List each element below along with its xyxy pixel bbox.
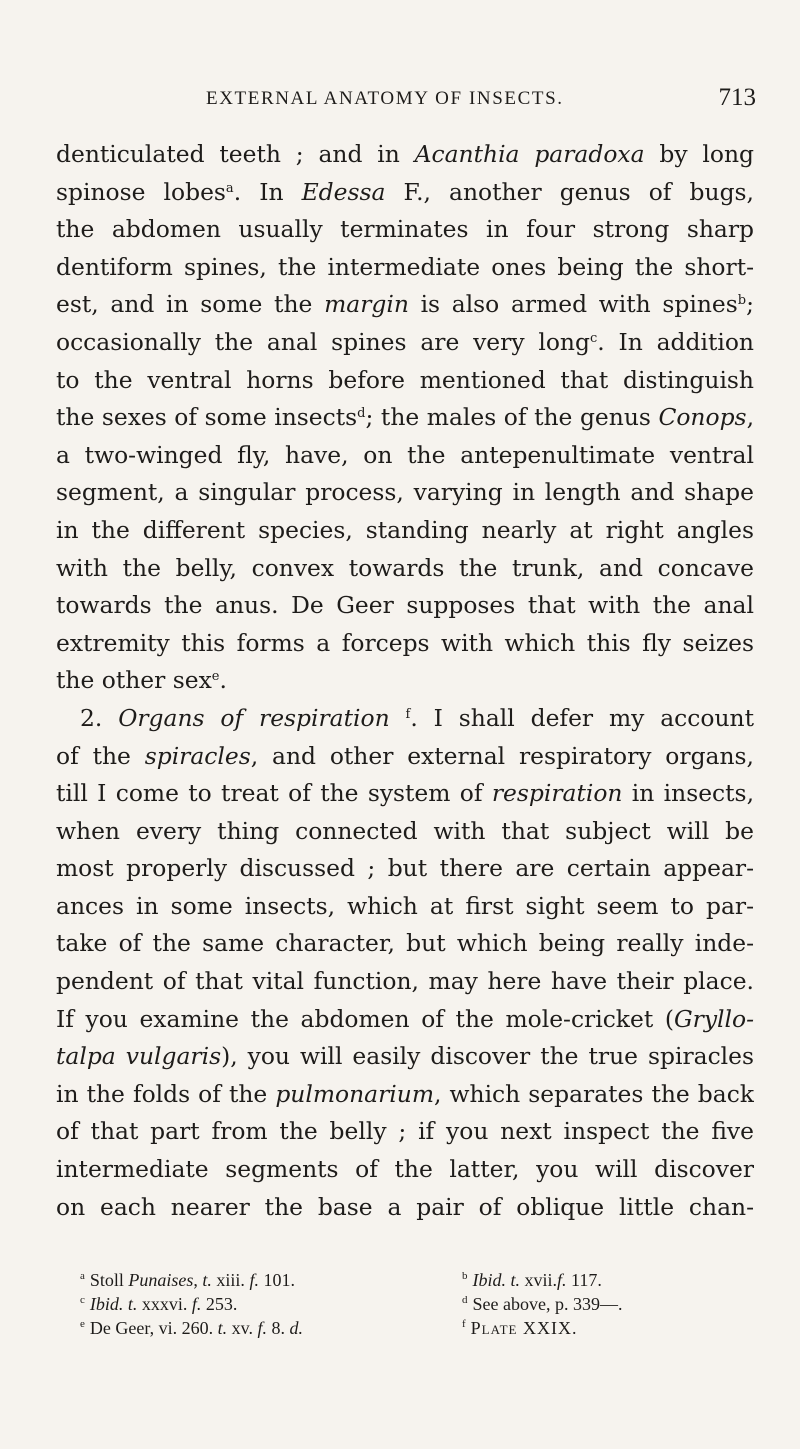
footnote-reference: c: [589, 330, 598, 346]
footnote: [462, 1316, 577, 1340]
footnote-marker: f: [462, 1318, 466, 1330]
text-run: 253.: [201, 1294, 238, 1314]
text-run: is also armed with spines: [408, 290, 738, 319]
footnote-reference: f: [405, 706, 411, 722]
footnote-reference: b: [737, 293, 747, 309]
footnote-reference: a: [225, 180, 234, 196]
text-run: See above, p. 339—.: [472, 1294, 623, 1314]
running-title: EXTERNAL ANATOMY OF INSECTS.: [206, 88, 564, 109]
text-run: on each nearer the base a pair of oblique little chan-: [56, 1192, 754, 1221]
text-run: by long: [644, 140, 754, 168]
italic-text: Ibid. t.: [89, 1294, 138, 1314]
text-run: ,: [193, 1270, 203, 1290]
body-text: [56, 136, 754, 1226]
text-run: Plate XXIX.: [470, 1318, 578, 1338]
italic-text: spiracles: [144, 741, 251, 770]
italic-text: margin: [324, 290, 409, 319]
text-run: ances in some insects, which at first sight seem to par-: [56, 891, 754, 920]
italic-text: Organs of respiration: [118, 703, 390, 732]
text-run: Stoll: [89, 1270, 129, 1290]
italic-text: f.: [557, 1270, 567, 1290]
text-run: the abdomen usually terminates in four strong sharp: [56, 215, 754, 244]
text-line: [56, 1113, 754, 1151]
text-run: in the folds of the: [56, 1079, 276, 1108]
italic-text: pulmonarium: [275, 1079, 435, 1108]
text-line: [56, 625, 754, 663]
text-run: segment, a singular process, varying in length and shape: [56, 478, 754, 507]
text-run: . I shall defer my account: [410, 703, 754, 732]
text-run: xv.: [227, 1318, 258, 1338]
italic-text: t.: [202, 1270, 212, 1290]
text-run: est, and in some the: [56, 290, 325, 319]
text-run: De Geer, vi. 260.: [89, 1318, 218, 1338]
text-run: denticulated teeth ; and in: [56, 140, 415, 168]
italic-text: Ibid. t.: [472, 1270, 520, 1290]
text-run: of the: [56, 741, 145, 770]
text-run: . In: [233, 177, 302, 206]
text-line: [56, 174, 754, 212]
text-line: [56, 700, 754, 738]
text-run: xvii.: [520, 1270, 558, 1290]
text-run: take of the same character, but which being really inde-: [56, 929, 754, 958]
text-line: [56, 437, 754, 475]
footnote: [462, 1268, 602, 1292]
text-run: 101.: [258, 1270, 295, 1290]
text-run: a two-winged fly, have, on the antepenultimate ventral: [56, 440, 754, 469]
text-run: when every thing connected with that subject will be: [56, 816, 754, 845]
text-line: [56, 963, 754, 1001]
footnote: [80, 1268, 295, 1292]
text-line: [56, 399, 754, 437]
italic-text: f.: [191, 1294, 202, 1314]
text-run: 8.: [267, 1318, 290, 1338]
text-line: [56, 1038, 754, 1076]
text-line: [56, 286, 754, 324]
text-line: [56, 1001, 754, 1039]
text-run: 117.: [566, 1270, 602, 1290]
text-run: ;: [746, 290, 754, 319]
text-run: xiii.: [211, 1270, 250, 1290]
running-header: [56, 84, 756, 118]
footnote-reference: d: [357, 406, 366, 422]
italic-text: respiration: [491, 779, 623, 808]
text-run: till I come to treat of the system of: [56, 779, 492, 808]
text-run: , and other external respiratory organs,: [250, 741, 754, 770]
italic-text: Gryllo-: [673, 1004, 754, 1033]
text-line: [56, 1189, 754, 1227]
text-line: [56, 587, 754, 625]
text-run: ,: [746, 403, 754, 432]
text-line: [56, 888, 754, 926]
footnotes: [80, 1268, 760, 1340]
italic-text: Conops: [658, 403, 747, 432]
text-run: most properly discussed ; but there are certain appear-: [56, 854, 754, 883]
footnote-marker: d: [462, 1294, 468, 1306]
text-run: extremity this forms a forceps with which this fly seizes: [56, 628, 754, 657]
footnote: [80, 1292, 237, 1316]
footnote: [80, 1316, 303, 1340]
text-line: [56, 512, 754, 550]
text-run: F., another genus of bugs,: [385, 177, 754, 206]
text-line: [56, 249, 754, 287]
text-line: [56, 211, 754, 249]
text-run: in insects,: [622, 779, 754, 808]
text-line: [56, 136, 754, 174]
text-run: pendent of that vital function, may here have their place.: [56, 967, 754, 996]
italic-text: Edessa: [301, 177, 386, 206]
footnote: [462, 1292, 622, 1316]
text-line: [56, 474, 754, 512]
text-line: [56, 362, 754, 400]
text-run: xxxvi.: [137, 1294, 192, 1314]
text-run: of that part from the belly ; if you next inspect the five: [56, 1117, 754, 1146]
text-run: ; the males of the genus: [365, 403, 659, 432]
text-line: [56, 925, 754, 963]
italic-text: Punaises: [128, 1270, 194, 1290]
text-line: [56, 775, 754, 813]
text-run: in the different species, standing nearly at right angles: [56, 515, 754, 544]
text-line: [56, 738, 754, 776]
text-run: occasionally the anal spines are very long: [56, 327, 590, 356]
text-run: the sexes of some insects: [56, 403, 358, 432]
text-run: 2.: [80, 703, 119, 732]
text-run: ), you will easily discover the true spiracles: [221, 1042, 754, 1071]
footnote-row: [80, 1292, 760, 1316]
text-line: [56, 550, 754, 588]
footnote-row: [80, 1316, 760, 1340]
text-run: dentiform spines, the intermediate ones being the short-: [56, 252, 754, 281]
page-number: 713: [718, 84, 756, 111]
italic-text: Acanthia paradoxa: [414, 140, 645, 168]
text-run: , which separates the back: [434, 1079, 754, 1108]
text-line: [56, 1151, 754, 1189]
text-run: the other sex: [56, 666, 212, 695]
text-run: .: [219, 666, 227, 695]
footnote-marker: e: [80, 1318, 85, 1330]
text-run: intermediate segments of the latter, you will discover: [56, 1155, 754, 1184]
footnote-marker: c: [80, 1294, 85, 1306]
text-line: [56, 1076, 754, 1114]
italic-text: talpa vulgaris: [56, 1042, 222, 1071]
text-line: [56, 324, 754, 362]
italic-text: d.: [289, 1318, 304, 1338]
italic-text: t.: [217, 1318, 228, 1338]
text-run: . In addition: [597, 327, 754, 356]
footnote-reference: e: [211, 669, 220, 685]
text-line: [56, 662, 754, 700]
text-run: If you examine the abdomen of the mole-cricket (: [56, 1004, 674, 1033]
footnote-marker: a: [80, 1270, 85, 1282]
text-run: with the belly, convex towards the trunk, and concave: [56, 553, 754, 582]
text-run: [390, 704, 406, 732]
text-run: spinose lobes: [56, 177, 226, 206]
text-line: [56, 813, 754, 851]
footnote-marker: b: [462, 1270, 468, 1282]
text-line: [56, 850, 754, 888]
text-run: towards the anus. De Geer supposes that with the anal: [56, 591, 754, 620]
italic-text: f.: [249, 1270, 259, 1290]
italic-text: f.: [257, 1318, 268, 1338]
text-run: to the ventral horns before mentioned that distinguish: [56, 365, 754, 394]
footnote-row: [80, 1268, 760, 1292]
